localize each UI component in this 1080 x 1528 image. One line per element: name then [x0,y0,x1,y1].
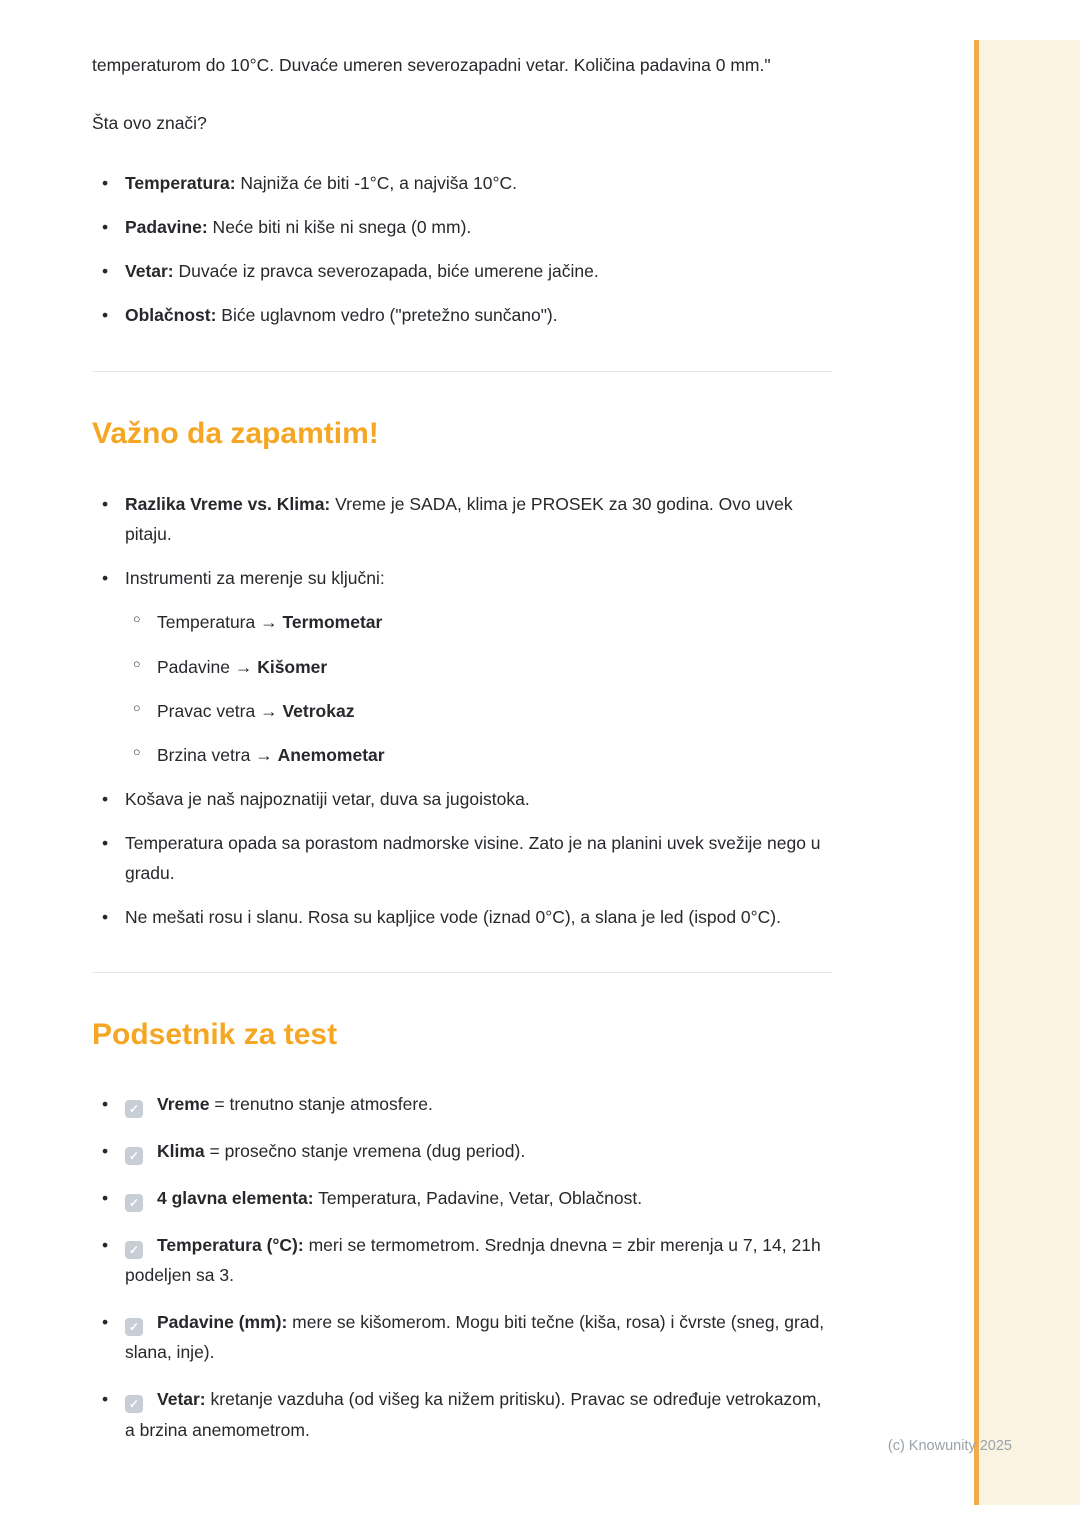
checklist-item [92,1307,832,1367]
checkbox-icon[interactable] [125,1194,143,1212]
item-label: Temperatura: [125,173,236,194]
intro-question: Šta ovo znači? [92,113,207,134]
item-text: Vreme je SADA, klima je PROSEK za 30 godina. Ovo uvek pitaju. [125,494,793,545]
item-text: Duvaće iz pravca severozapada, biće umerene jačine. [173,261,599,282]
item-text: Neće biti ni kiše ni snega (0 mm). [207,217,472,238]
divider [92,371,832,372]
item-text: Temperatura, Padavine, Vetar, Oblačnost. [313,1187,643,1208]
list-item [92,563,832,769]
item-label: Padavine: [125,217,208,238]
item-label: Razlika Vreme vs. Klima: [125,494,331,515]
item-text: Biće uglavnom vedro ("pretežno sunčano"). [216,305,558,326]
item-label: Temperatura (°C): [157,1235,304,1256]
checklist-item [92,1384,832,1444]
item-text: Temperatura opada sa porastom nadmorske visine. Zato je na planini uvek svežije nego u gradu. [125,832,821,883]
instruments-sub-list [125,607,832,769]
divider [92,972,832,973]
checkbox-icon[interactable] [125,1241,143,1259]
sub-list-item [125,696,832,726]
item-label: Vreme [157,1093,210,1114]
checkbox-icon[interactable] [125,1100,143,1118]
checkbox-icon[interactable] [125,1318,143,1336]
sub-list-item [125,740,832,770]
list-item [92,828,832,888]
item-text: Košava je naš najpoznatiji vetar, duva sa jugoistoka. [125,788,530,809]
document-content [92,50,832,1462]
item-label: Vetar: [125,261,174,282]
item-term: Anemometar [277,744,385,765]
list-item [92,902,832,932]
checklist-item [92,1089,832,1119]
side-strip [979,40,1080,1505]
check-glyph: • ✓ [128,1243,140,1258]
list-item [92,300,832,330]
checklist-item [92,1183,832,1213]
item-text: = trenutno stanje atmosfere. [209,1093,433,1114]
item-label: 4 glavna elementa: [157,1187,314,1208]
item-text: Najniža će biti -1°C, a najviša 10°C. [235,173,518,194]
checklist-item [92,1136,832,1166]
copyright-text: (c) Knowunity 2025 [887,1438,1012,1454]
test-checklist [92,1089,832,1445]
item-text: Temperatura → [157,612,283,633]
check-glyph: • ✓ [128,1397,140,1412]
important-list [92,489,832,932]
item-term: Vetrokaz [282,700,355,721]
item-label: Padavine (mm): [157,1312,288,1333]
sub-list-item [125,652,832,682]
check-glyph: • ✓ [128,1320,140,1335]
list-item [92,489,832,549]
check-glyph: • ✓ [128,1148,140,1163]
item-text: mere se kišomerom. Mogu biti tečne (kiša, rosa) i čvrste (sneg, grad, slana, inje). [125,1312,825,1363]
item-text: Pravac vetra → [157,700,283,721]
checkbox-icon[interactable] [125,1395,143,1413]
list-item [92,256,832,286]
checkbox-icon[interactable] [125,1147,143,1165]
item-term: Kišomer [257,656,328,677]
checklist-item [92,1230,832,1290]
intro-paragraph: temperaturom do 10°C. Duvaće umeren severozapadni vetar. Količina padavina 0 mm." [92,55,771,75]
item-text: Brzina vetra → [157,744,278,765]
weather-summary-list [92,168,832,330]
sub-list-item [125,607,832,637]
list-item [92,212,832,242]
item-term: Termometar [282,612,383,633]
item-text: kretanje vazduha (od višeg ka nižem pritisku). Pravac se određuje vetrokazom, a brzina anemometrom. [125,1389,822,1440]
item-text: meri se termometrom. Srednja dnevna = zbir merenja u 7, 14, 21h podeljen sa 3. [125,1235,821,1286]
item-text: Padavine → [157,656,258,677]
item-text: Instrumenti za merenje su ključni: [125,568,385,589]
item-text: Ne mešati rosu i slanu. Rosa su kapljice vode (iznad 0°C), a slana je led (ispod 0°C). [125,907,781,928]
section-title-test: Podsetnik za test [92,1018,338,1052]
item-text: = prosečno stanje vremena (dug period). [204,1140,526,1161]
check-glyph: • ✓ [128,1195,140,1210]
section-title-important: Važno da zapamtim! [92,416,379,450]
check-glyph: • ✓ [128,1101,140,1116]
list-item [92,168,832,198]
list-item [92,784,832,814]
item-label: Klima [157,1140,205,1161]
item-label: Oblačnost: [125,305,217,326]
item-label: Vetar: [157,1389,206,1410]
